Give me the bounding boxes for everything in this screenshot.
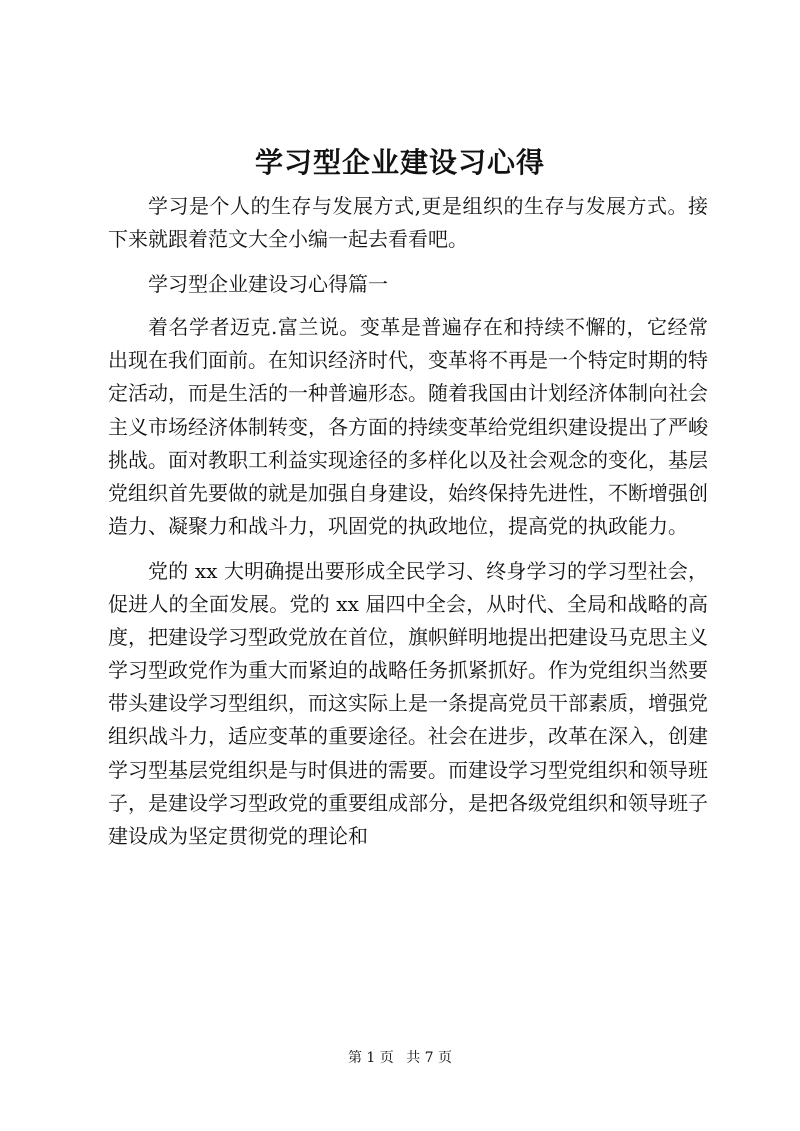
document-title: 学习型企业建设习心得 [254,146,545,179]
body-paragraph-2: 党的 xx 大明确提出要形成全民学习、终身学习的学习型社会，促进人的全面发展。党的 xx 届四中全会，从时代、全局和战略的高度，把建设学习型政党放在首位，旗帜鲜明地提出把建设马克思主义学习型政党作为重大而紧迫的战略任务抓紧抓好。作为党组织当然要带头建设学习型组织，而这实际上是一条提高党员干部素质，增强党组织战斗力，适应变革的重要途径。社会在进步，改革在深入，创建学习型基层党组织是与时俱进的需要。而建设学习型党组织和领导班子，是建设学习型政党的重要组成部分，是把各级党组织和领导班子建设成为坚定贯彻党的理论和 [108,558,708,848]
body-paragraph-1: 着名学者迈克.富兰说。变革是普遍存在和持续不懈的，它经常出现在我们面前。在知识经济时代，变革将不再是一个特定时期的特定活动，而是生活的一种普遍形态。随着我国由计划经济体制向社会主义市场经济体制转变，各方面的持续变革给党组织建设提出了严峻挑战。面对教职工利益实现途径的多样化以及社会观念的变化，基层党组织首先要做的就是加强自身建设，始终保持先进性，不断增强创造力、凝聚力和战斗力，巩固党的执政地位，提高党的执政能力。 [108,315,708,538]
page-number: 第 1 页 [347,1050,394,1066]
intro-paragraph: 学习是个人的生存与发展方式,更是组织的生存与发展方式。接下来就跟着范文大全小编一起去看看吧。 [108,194,708,252]
page-footer [0,1048,800,1068]
section-heading: 学习型企业建设习心得篇一 [148,272,388,297]
page-total: 共 7 页 [406,1050,453,1066]
document-body [108,190,708,865]
